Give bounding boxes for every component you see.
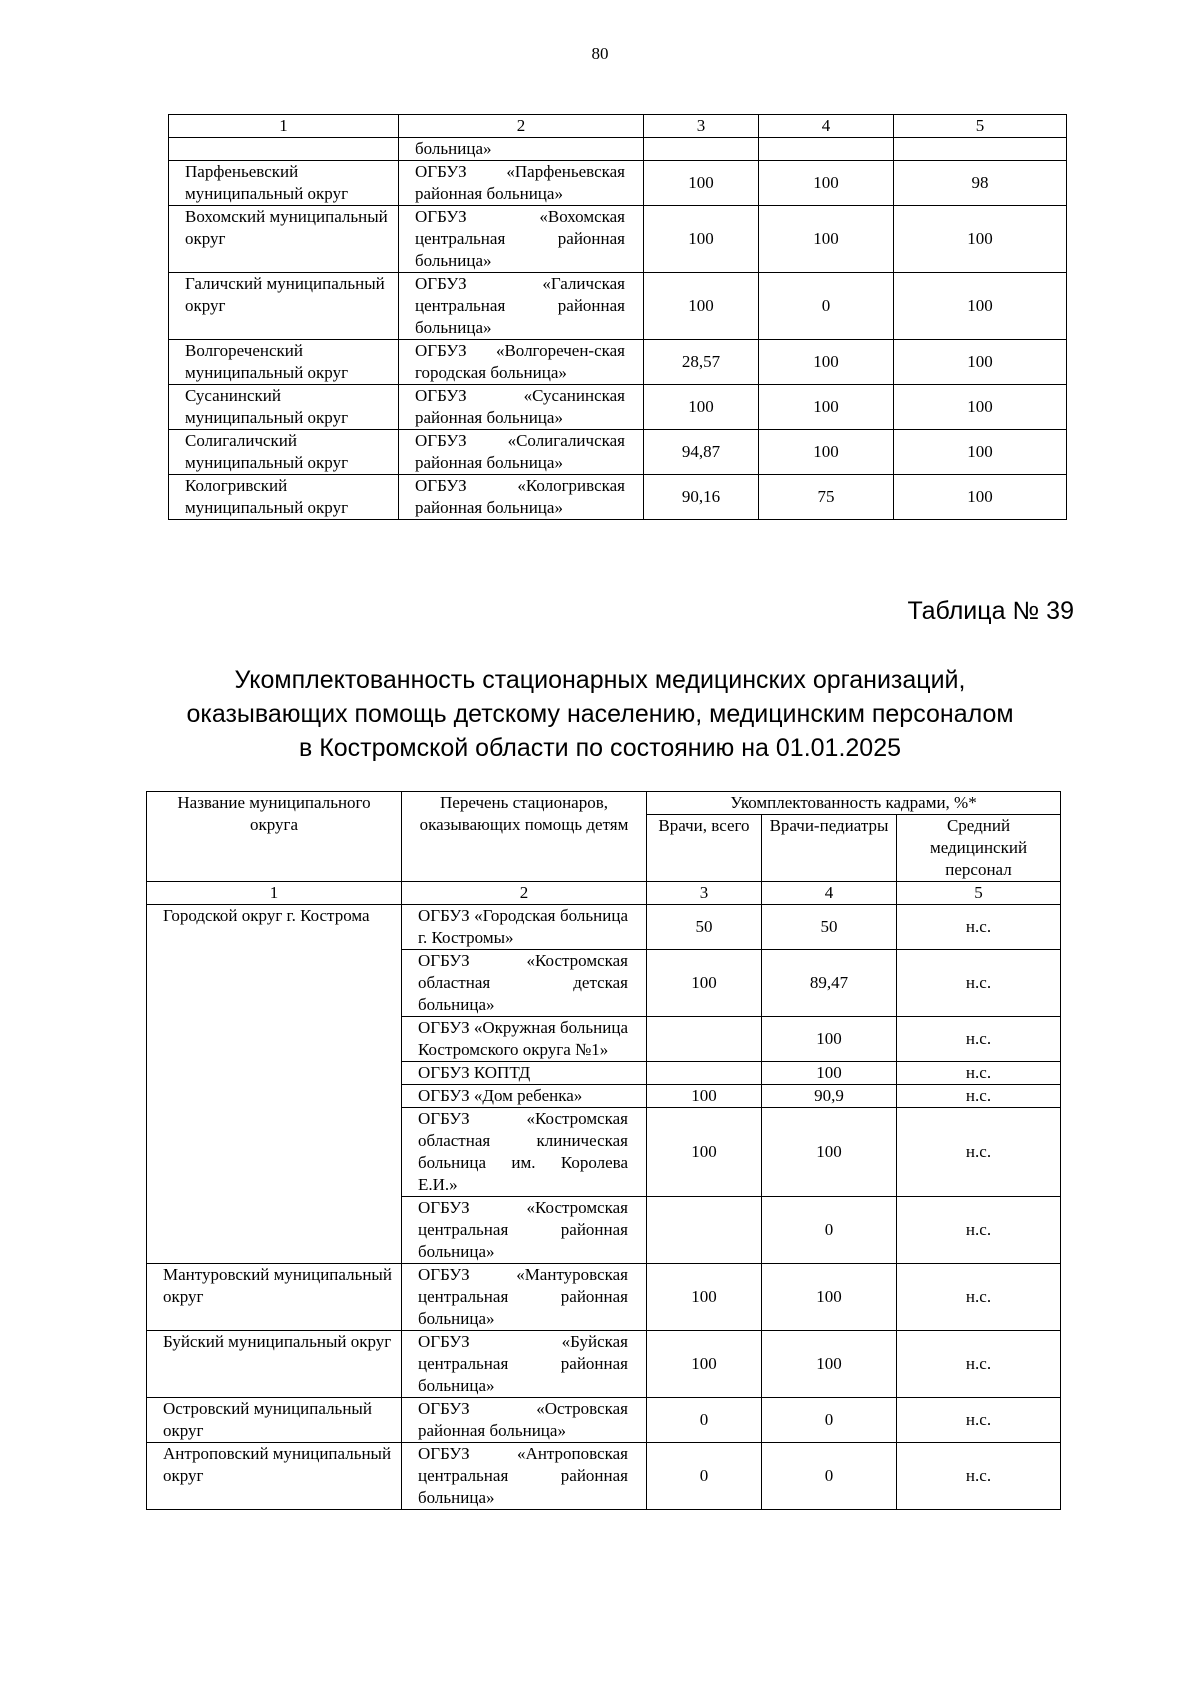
col-number: 4 [762, 882, 897, 905]
title-line: Укомплектованность стационарных медицинских организаций, [234, 666, 966, 694]
nurses-value: 100 [894, 385, 1067, 430]
hospital-name: ОГБУЗ «Антроповская центральная районная больница» [402, 1443, 647, 1510]
doctors-value: 100 [647, 1108, 762, 1197]
header-row [147, 792, 1061, 815]
doctors-value [647, 1017, 762, 1062]
doctors-value: 100 [647, 950, 762, 1017]
header-staffing-group: Укомплектованность кадрами, %* [647, 792, 1061, 815]
nurses-value: н.с. [897, 1062, 1061, 1085]
table-row [169, 206, 1067, 273]
title-line: в Костромской области по состоянию на 01.01.2025 [298, 734, 902, 762]
pediatricians-value: 100 [762, 1264, 897, 1331]
table-row [169, 161, 1067, 206]
pediatricians-value: 89,47 [762, 950, 897, 1017]
district-name: Солигаличский муниципальный округ [169, 430, 399, 475]
nurses-value: н.с. [897, 1197, 1061, 1264]
nurses-value: н.с. [897, 1264, 1061, 1331]
table-row [147, 1398, 1061, 1443]
page-number: 80 [591, 44, 609, 63]
title-line: оказывающих помощь детскому населению, медицинским персоналом [186, 700, 1014, 728]
table-row [169, 385, 1067, 430]
nurses-value: 100 [894, 206, 1067, 273]
hospital-name: ОГБУЗ «Волгоречен-ская городская больница» [399, 340, 644, 385]
col-number: 3 [647, 882, 762, 905]
table-row [169, 273, 1067, 340]
table-title [0, 663, 1200, 765]
header-nurses: Средний медицинский персонал [897, 815, 1061, 882]
hospital-name: ОГБУЗ «Кологривская районная больница» [399, 475, 644, 520]
pediatricians-value [759, 138, 894, 161]
nurses-value: 100 [894, 475, 1067, 520]
doctors-value: 0 [647, 1398, 762, 1443]
col-number: 1 [147, 882, 402, 905]
pediatricians-value: 100 [762, 1017, 897, 1062]
district-name: Вохомский муниципальный округ [169, 206, 399, 273]
doctors-value: 28,57 [644, 340, 759, 385]
hospital-name: ОГБУЗ «Костромская центральная районная больница» [402, 1197, 647, 1264]
pediatricians-value: 0 [762, 1197, 897, 1264]
hospital-name: ОГБУЗ «Городская больница г. Костромы» [402, 905, 647, 950]
doctors-value: 100 [647, 1331, 762, 1398]
hospital-name: ОГБУЗ «Сусанинская районная больница» [399, 385, 644, 430]
hospital-name: ОГБУЗ «Парфеньевская районная больница» [399, 161, 644, 206]
district-name: Сусанинский муниципальный округ [169, 385, 399, 430]
pediatricians-value: 100 [762, 1062, 897, 1085]
pediatricians-value: 100 [759, 430, 894, 475]
hospital-name: ОГБУЗ «Солигаличская районная больница» [399, 430, 644, 475]
doctors-value [647, 1062, 762, 1085]
col-number: 3 [644, 115, 759, 138]
header-pediatricians: Врачи-педиатры [762, 815, 897, 882]
hospital-name: ОГБУЗ «Окружная больница Костромского округа №1» [402, 1017, 647, 1062]
nurses-value: н.с. [897, 1331, 1061, 1398]
district-name: Галичский муниципальный округ [169, 273, 399, 340]
hospital-name: ОГБУЗ КОПТД [402, 1062, 647, 1085]
district-name: Буйский муниципальный округ [147, 1331, 402, 1398]
col-number: 2 [399, 115, 644, 138]
continuation-table [168, 114, 1067, 520]
pediatricians-value: 100 [759, 161, 894, 206]
doctors-value: 100 [647, 1264, 762, 1331]
doctors-value: 100 [644, 385, 759, 430]
pediatricians-value: 50 [762, 905, 897, 950]
nurses-value: 98 [894, 161, 1067, 206]
col-number: 1 [169, 115, 399, 138]
hospital-name: ОГБУЗ «Островская районная больница» [402, 1398, 647, 1443]
doctors-value: 50 [647, 905, 762, 950]
pediatricians-value: 100 [762, 1331, 897, 1398]
hospital-name: ОГБУЗ «Мантуровская центральная районная больница» [402, 1264, 647, 1331]
district-name: Городской округ г. Кострома [147, 905, 402, 1264]
pediatricians-value: 75 [759, 475, 894, 520]
col-number: 5 [894, 115, 1067, 138]
table-row [147, 905, 1061, 950]
nurses-value: 100 [894, 340, 1067, 385]
pediatricians-value: 0 [759, 273, 894, 340]
district-name [169, 138, 399, 161]
pediatricians-value: 0 [762, 1398, 897, 1443]
doctors-value: 100 [644, 273, 759, 340]
hospital-name: ОГБУЗ «Галичская центральная районная больница» [399, 273, 644, 340]
doctors-value: 0 [647, 1443, 762, 1510]
table-row [169, 430, 1067, 475]
district-name: Антроповский муниципальный округ [147, 1443, 402, 1510]
column-number-row [169, 115, 1067, 138]
table-row [147, 1264, 1061, 1331]
hospital-name: больница» [399, 138, 644, 161]
hospital-name: ОГБУЗ «Буйская центральная районная больница» [402, 1331, 647, 1398]
pediatricians-value: 100 [759, 385, 894, 430]
nurses-value: н.с. [897, 950, 1061, 1017]
district-name: Кологривский муниципальный округ [169, 475, 399, 520]
table-row [147, 1331, 1061, 1398]
nurses-value: н.с. [897, 1017, 1061, 1062]
nurses-value [894, 138, 1067, 161]
nurses-value: н.с. [897, 905, 1061, 950]
header-doctors: Врачи, всего [647, 815, 762, 882]
district-name: Парфеньевский муниципальный округ [169, 161, 399, 206]
hospital-name: ОГБУЗ «Вохомская центральная районная больница» [399, 206, 644, 273]
header-district-name: Название муниципального округа [147, 792, 402, 882]
pediatricians-value: 90,9 [762, 1085, 897, 1108]
table-row [169, 138, 1067, 161]
doctors-value [647, 1197, 762, 1264]
nurses-value: 100 [894, 273, 1067, 340]
hospital-name: ОГБУЗ «Костромская областная детская больница» [402, 950, 647, 1017]
pediatricians-value: 0 [762, 1443, 897, 1510]
staffing-table [146, 791, 1061, 1510]
column-number-row [147, 882, 1061, 905]
district-name: Островский муниципальный округ [147, 1398, 402, 1443]
pediatricians-value: 100 [759, 206, 894, 273]
pediatricians-value: 100 [762, 1108, 897, 1197]
district-name: Волгореченский муниципальный округ [169, 340, 399, 385]
col-number: 4 [759, 115, 894, 138]
nurses-value: н.с. [897, 1085, 1061, 1108]
col-number: 5 [897, 882, 1061, 905]
hospital-name: ОГБУЗ «Дом ребенка» [402, 1085, 647, 1108]
doctors-value [644, 138, 759, 161]
doctors-value: 94,87 [644, 430, 759, 475]
doctors-value: 90,16 [644, 475, 759, 520]
table-row [169, 340, 1067, 385]
nurses-value: 100 [894, 430, 1067, 475]
doctors-value: 100 [644, 161, 759, 206]
nurses-value: н.с. [897, 1398, 1061, 1443]
table-row [169, 475, 1067, 520]
header-hospital-list: Перечень стационаров, оказывающих помощь детям [402, 792, 647, 882]
nurses-value: н.с. [897, 1443, 1061, 1510]
table-row [147, 1443, 1061, 1510]
district-name: Мантуровский муниципальный округ [147, 1264, 402, 1331]
hospital-name: ОГБУЗ «Костромская областная клиническая больница им. Королева Е.И.» [402, 1108, 647, 1197]
nurses-value: н.с. [897, 1108, 1061, 1197]
doctors-value: 100 [644, 206, 759, 273]
doctors-value: 100 [647, 1085, 762, 1108]
pediatricians-value: 100 [759, 340, 894, 385]
table-number-label: Таблица № 39 [907, 597, 1074, 625]
col-number: 2 [402, 882, 647, 905]
